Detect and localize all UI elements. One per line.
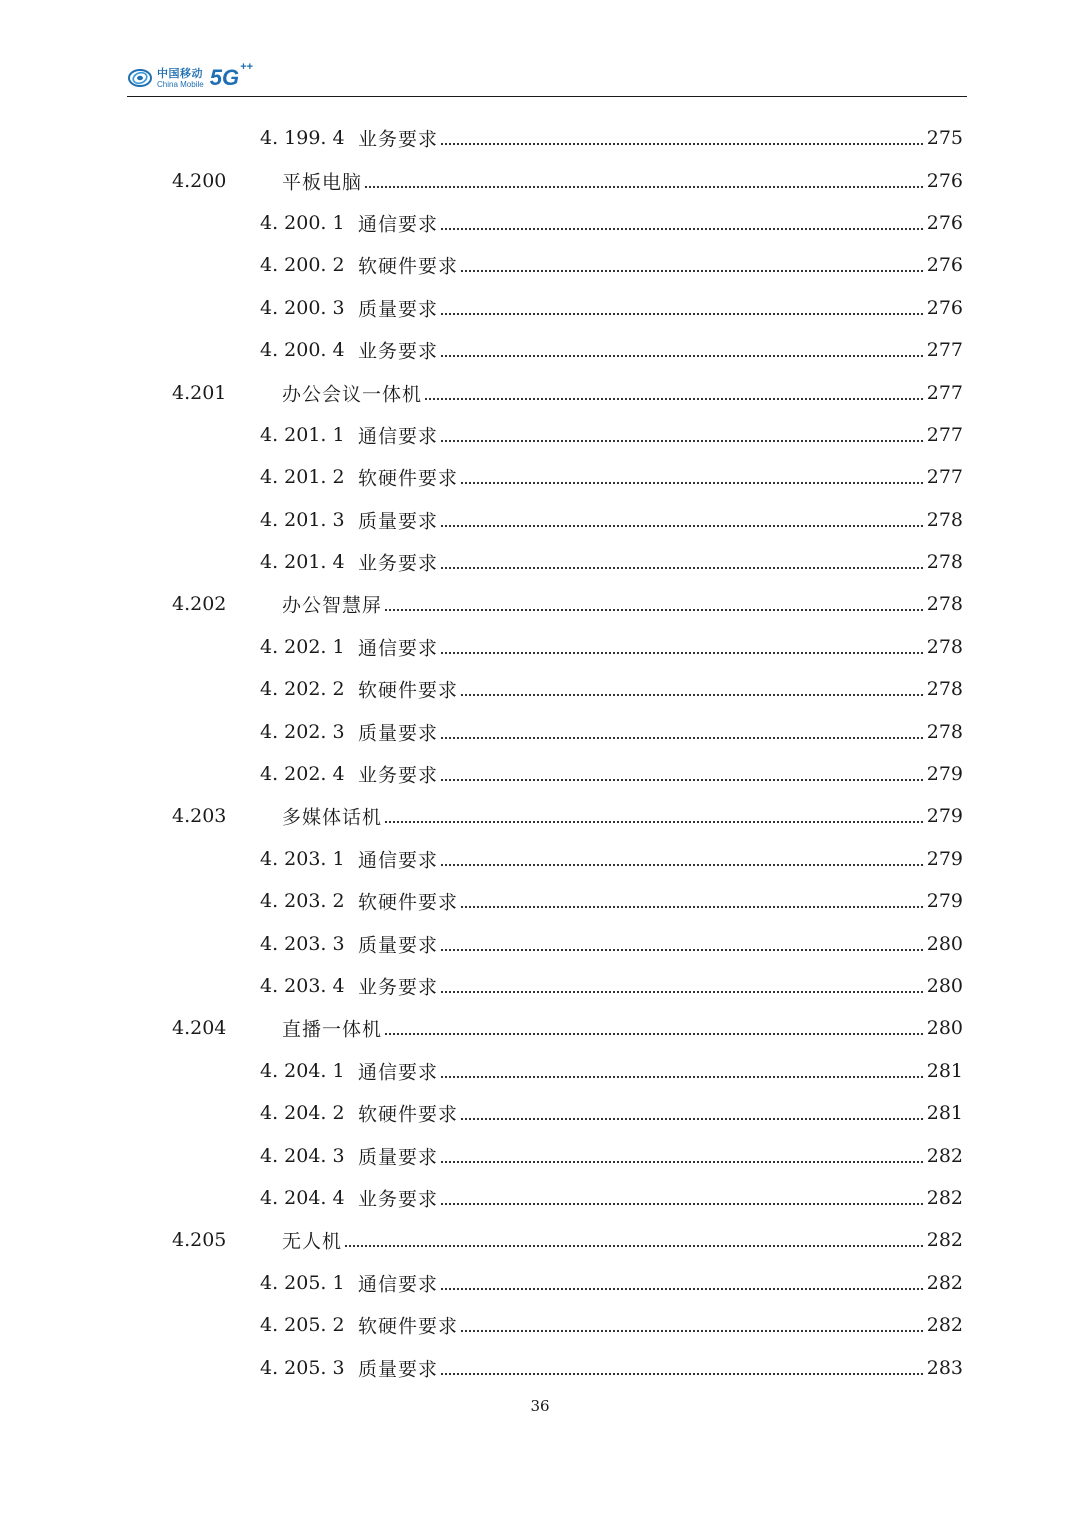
- toc-dot-leader: [358, 949, 962, 951]
- toc-entry-page: 275: [926, 127, 963, 150]
- toc-entry-title: 软硬件要求: [358, 1100, 460, 1127]
- toc-entry[interactable]: [0, 329, 1080, 371]
- toc-entry-number: 4.200: [172, 169, 227, 192]
- toc-entry-page: 279: [926, 890, 963, 913]
- toc-entry-number: 4. 200. 2: [260, 254, 345, 277]
- toc-entry-title: 业务要求: [358, 549, 440, 576]
- toc-entry[interactable]: [0, 1134, 1080, 1176]
- toc-entry-title: 多媒体话机: [282, 803, 384, 830]
- toc-entry[interactable]: [0, 626, 1080, 668]
- toc-entry-title: 业务要求: [358, 761, 440, 788]
- toc-entry-page: 278: [926, 678, 963, 701]
- toc-entry-title: 软硬件要求: [358, 464, 460, 491]
- toc-entry[interactable]: [0, 287, 1080, 329]
- toc-entry[interactable]: [0, 668, 1080, 710]
- toc-entry-number: 4. 199. 4: [260, 127, 345, 150]
- toc-entry-number: 4.201: [172, 381, 227, 404]
- toc-entry[interactable]: [0, 795, 1080, 837]
- toc-entry[interactable]: [0, 499, 1080, 541]
- toc-entry[interactable]: [0, 710, 1080, 752]
- toc-entry[interactable]: [0, 1050, 1080, 1092]
- toc-entry-number: 4. 205. 2: [260, 1314, 345, 1337]
- toc-entry-title: 无人机: [282, 1227, 344, 1254]
- toc-entry-number: 4. 201. 2: [260, 466, 345, 489]
- toc-dot-leader: [358, 1161, 962, 1163]
- toc-entry-page: 279: [926, 805, 963, 828]
- toc-entry[interactable]: [0, 753, 1080, 795]
- toc-entry-number: 4. 202. 1: [260, 635, 345, 658]
- toc-entry-page: 281: [926, 1059, 963, 1082]
- toc-entry[interactable]: [0, 1092, 1080, 1134]
- toc-entry-number: 4. 200. 1: [260, 211, 345, 234]
- toc-entry[interactable]: [0, 922, 1080, 964]
- toc-entry[interactable]: [0, 371, 1080, 413]
- toc-dot-leader: [358, 1373, 962, 1375]
- toc-entry-title: 通信要求: [358, 1057, 440, 1084]
- toc-dot-leader: [358, 652, 962, 654]
- toc-entry-page: 278: [926, 508, 963, 531]
- toc-entry-number: 4. 204. 1: [260, 1059, 345, 1082]
- toc-dot-leader: [358, 1203, 962, 1205]
- toc-dot-leader: [358, 228, 962, 230]
- toc-entry-title: 质量要求: [358, 294, 440, 321]
- toc-entry[interactable]: [0, 1262, 1080, 1304]
- toc-entry-title: 办公智慧屏: [282, 591, 384, 618]
- logo-5g-mark: [209, 61, 254, 91]
- toc-entry[interactable]: [0, 117, 1080, 159]
- toc-entry-title: 质量要求: [358, 718, 440, 745]
- toc-entry-page: 276: [926, 254, 963, 277]
- logo-plus-mark: ++: [240, 61, 254, 73]
- logo-english-name: China Mobile: [157, 79, 204, 89]
- toc-dot-leader: [358, 313, 962, 315]
- toc-entry[interactable]: [0, 1007, 1080, 1049]
- toc-dot-leader: [282, 1245, 962, 1247]
- toc-entry[interactable]: [0, 1219, 1080, 1261]
- toc-entry-page: 280: [926, 975, 963, 997]
- toc-entry-number: 4. 203. 4: [260, 975, 345, 997]
- toc-entry-page: 280: [926, 1017, 963, 1040]
- page-number: 36: [530, 1397, 550, 1415]
- toc-entry-title: 办公会议一体机: [282, 379, 424, 406]
- toc-entry-number: 4. 204. 3: [260, 1144, 345, 1167]
- toc-entry-page: 283: [926, 1356, 963, 1379]
- toc-entry-number: 4. 202. 3: [260, 720, 345, 743]
- toc-entry[interactable]: [0, 880, 1080, 922]
- toc-entry[interactable]: [0, 583, 1080, 625]
- toc-entry-title: 通信要求: [358, 209, 440, 236]
- toc-entry-title: 通信要求: [358, 421, 440, 448]
- toc-dot-leader: [358, 779, 962, 781]
- toc-entry-title: 业务要求: [358, 125, 440, 152]
- toc-dot-leader: [282, 186, 962, 188]
- toc-entry-number: 4.204: [172, 1017, 227, 1040]
- toc-entry[interactable]: [0, 159, 1080, 201]
- toc-dot-leader: [358, 737, 962, 739]
- toc-entry-title: 通信要求: [358, 845, 440, 872]
- toc-entry[interactable]: [0, 838, 1080, 880]
- toc-entry-title: 业务要求: [358, 973, 440, 1000]
- toc-dot-leader: [358, 991, 962, 993]
- toc-entry-page: 282: [926, 1314, 963, 1337]
- page-header: [127, 60, 967, 97]
- toc-entry-number: 4. 200. 4: [260, 339, 345, 362]
- toc-entry-page: 282: [926, 1144, 963, 1167]
- toc-entry-page: 279: [926, 847, 963, 870]
- toc-entry-page: 276: [926, 169, 963, 192]
- toc-dot-leader: [358, 355, 962, 357]
- toc-entry-page: 279: [926, 763, 963, 786]
- toc-entry-number: 4. 200. 3: [260, 296, 345, 319]
- china-mobile-logo: [127, 61, 254, 94]
- table-of-contents: [0, 117, 1080, 1389]
- toc-entry-title: 软硬件要求: [358, 888, 460, 915]
- toc-dot-leader: [358, 525, 962, 527]
- toc-entry[interactable]: [0, 1304, 1080, 1346]
- toc-entry-page: 278: [926, 635, 963, 658]
- toc-entry-page: 278: [926, 551, 963, 574]
- toc-entry-title: 质量要求: [358, 1354, 440, 1381]
- toc-entry[interactable]: [0, 541, 1080, 583]
- toc-entry-title: 质量要求: [358, 1142, 440, 1169]
- toc-dot-leader: [358, 1288, 962, 1290]
- toc-entry-page: 277: [926, 423, 963, 446]
- toc-dot-leader: [358, 440, 962, 442]
- toc-entry-number: 4.205: [172, 1229, 227, 1252]
- toc-entry-page: 277: [926, 381, 963, 404]
- toc-entry[interactable]: [0, 1346, 1080, 1388]
- toc-entry-number: 4. 205. 3: [260, 1356, 345, 1379]
- toc-entry-number: 4. 203. 1: [260, 847, 345, 870]
- toc-entry-number: 4. 202. 2: [260, 678, 345, 701]
- toc-entry-title: 平板电脑: [282, 167, 364, 194]
- toc-entry-title: 直播一体机: [282, 1015, 384, 1042]
- toc-entry-number: 4. 201. 4: [260, 551, 345, 574]
- toc-dot-leader: [358, 567, 962, 569]
- toc-entry-number: 4. 204. 2: [260, 1102, 345, 1125]
- toc-entry[interactable]: [0, 456, 1080, 498]
- toc-entry-page: 278: [926, 593, 963, 616]
- china-mobile-swirl-icon: [127, 67, 153, 89]
- toc-entry-page: 278: [926, 720, 963, 743]
- toc-entry-page: 276: [926, 296, 963, 319]
- toc-entry-page: 277: [926, 339, 963, 362]
- toc-entry-number: 4.202: [172, 593, 227, 616]
- toc-entry-number: 4. 203. 3: [260, 932, 345, 955]
- toc-entry[interactable]: [0, 414, 1080, 456]
- toc-entry-title: 业务要求: [358, 337, 440, 364]
- toc-entry[interactable]: [0, 202, 1080, 244]
- toc-entry-number: 4. 203. 2: [260, 890, 345, 913]
- toc-entry-page: 276: [926, 211, 963, 234]
- toc-entry-title: 软硬件要求: [358, 1312, 460, 1339]
- toc-dot-leader: [358, 864, 962, 866]
- toc-entry-page: 277: [926, 466, 963, 489]
- logo-5g-text: 5G: [209, 65, 240, 90]
- toc-entry-page: 281: [926, 1102, 963, 1125]
- toc-entry-title: 业务要求: [358, 1184, 440, 1211]
- toc-entry-title: 软硬件要求: [358, 676, 460, 703]
- toc-entry-number: 4.203: [172, 805, 227, 828]
- toc-entry-page: 280: [926, 932, 963, 955]
- toc-entry-title: 软硬件要求: [358, 252, 460, 279]
- logo-chinese-name: 中国移动: [157, 66, 203, 80]
- toc-entry-title: 质量要求: [358, 930, 440, 957]
- toc-entry-number: 4. 201. 1: [260, 423, 345, 446]
- toc-entry-page: 282: [926, 1229, 963, 1252]
- toc-entry-number: 4. 204. 4: [260, 1186, 345, 1209]
- toc-entry-title: 质量要求: [358, 506, 440, 533]
- toc-dot-leader: [358, 143, 962, 145]
- toc-entry-number: 4. 201. 3: [260, 508, 345, 531]
- toc-entry-title: 通信要求: [358, 633, 440, 660]
- toc-entry-number: 4. 202. 4: [260, 763, 345, 786]
- toc-entry[interactable]: [0, 1177, 1080, 1219]
- toc-dot-leader: [358, 1076, 962, 1078]
- toc-entry-page: 282: [926, 1186, 963, 1209]
- toc-entry-number: 4. 205. 1: [260, 1271, 345, 1294]
- toc-entry-page: 282: [926, 1271, 963, 1294]
- toc-entry[interactable]: [0, 244, 1080, 286]
- toc-entry-title: 通信要求: [358, 1269, 440, 1296]
- toc-entry[interactable]: [0, 965, 1080, 1007]
